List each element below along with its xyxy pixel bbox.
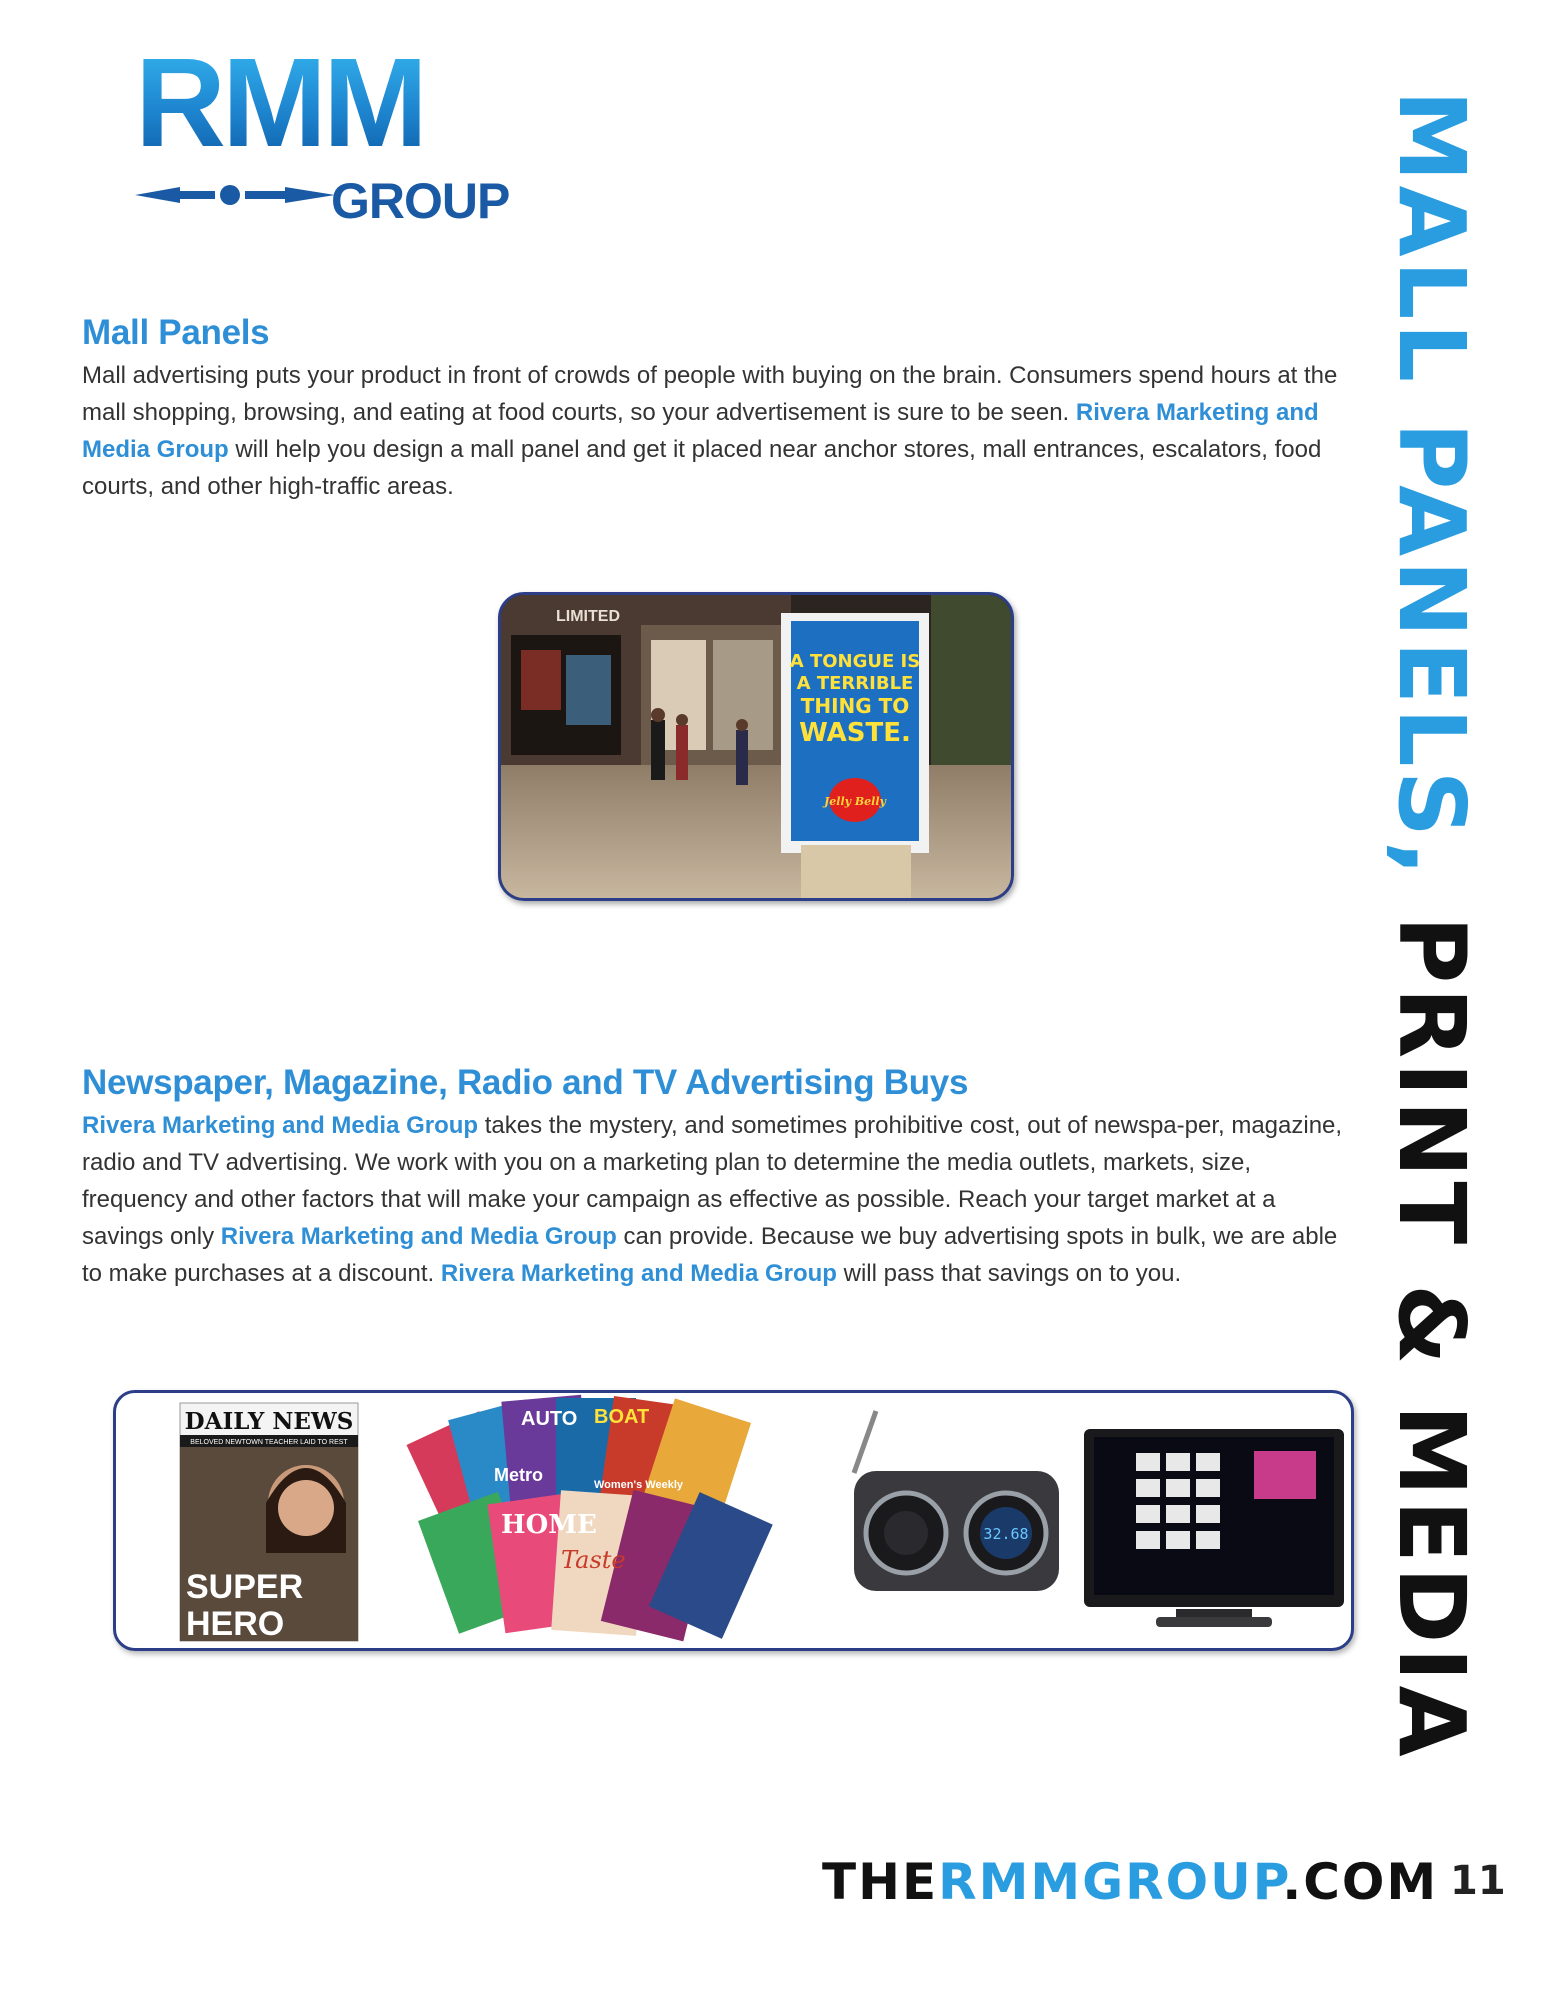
mall-panels-paragraph: [82, 357, 1362, 505]
brand-text: Jelly Belly: [824, 795, 886, 808]
company-name-highlight: Rivera Marketing and Media Group: [220, 1223, 617, 1250]
company-name-highlight: Rivera Marketing and Media Group: [82, 399, 1319, 463]
mall-panel-photo: [498, 592, 1014, 901]
radio-image: [854, 1411, 1059, 1591]
store-sign-text: LIMITED: [556, 608, 620, 625]
magazine-title-auto: AUTO: [521, 1408, 578, 1430]
logo-arrow-icon: [135, 180, 335, 210]
rmm-group-logo: [135, 32, 525, 230]
url-part-com: .COM: [1282, 1853, 1439, 1911]
company-name-highlight: Rivera Marketing and Media Group: [440, 1260, 837, 1287]
url-part-rmmgroup: RMMGROUP: [938, 1853, 1283, 1911]
magazine-title-womens-weekly: Women's Weekly: [594, 1479, 684, 1491]
newspaper-image: [180, 1403, 358, 1643]
panel-line-3: THING TO: [800, 694, 910, 718]
footer-website-url: [822, 1853, 1438, 1911]
newspaper-headline-1: SUPER: [186, 1568, 304, 1606]
ad-text-1: takes the mystery, and sometimes prohibitive cost, out of newspa-per, magazine, radio and TV advertising. We work with you on a marketing plan to determine the media outlets, markets, size, frequency and other factors that will make your campaign as effective as possible. Reach your target market at a savings only: [82, 1112, 1343, 1250]
mall-text-b: will help you design a mall panel and get it placed near anchor stores, mall entrances, escalators, food courts, and other high-traffic areas.: [82, 436, 1322, 500]
vertical-title-part1: MALL PANELS,: [1378, 90, 1485, 880]
newspaper-masthead: DAILY NEWS: [184, 1408, 354, 1435]
panel-line-1: A TONGUE IS: [789, 651, 921, 672]
magazine-title-taste: Taste: [561, 1546, 626, 1574]
advertising-buys-heading: Newspaper, Magazine, Radio and TV Advertising Buys: [82, 1063, 969, 1102]
company-name-highlight: Rivera Marketing and Media Group: [82, 1112, 479, 1139]
newspaper-headline-2: HERO: [186, 1605, 285, 1643]
magazine-title-metro: Metro: [494, 1465, 543, 1485]
media-collage-image: [113, 1390, 1354, 1651]
ad-text-3: will pass that savings on to you.: [836, 1260, 1182, 1287]
panel-line-2: A TERRIBLE: [796, 673, 914, 694]
panel-line-4: WASTE.: [799, 718, 911, 748]
ad-text-2: can provide. Because we buy advertising spots in bulk, we are able to make purchases at a discount.: [82, 1223, 1338, 1287]
vertical-page-title: [1375, 90, 1515, 1761]
radio-display-text: 32.68: [983, 1525, 1029, 1543]
tv-image: [1084, 1429, 1344, 1627]
vertical-title-part2: PRINT & MEDIA: [1378, 879, 1485, 1761]
magazine-title-home: HOME: [501, 1510, 597, 1540]
advertising-buys-paragraph: [82, 1107, 1362, 1292]
mall-panels-heading: Mall Panels: [82, 313, 270, 352]
newspaper-strap: BELOVED NEWTOWN TEACHER LAID TO REST: [190, 1439, 348, 1446]
logo-rmm-text: RMM: [135, 32, 424, 173]
mall-text-a: Mall advertising puts your product in front of crowds of people with buying on the brain. Consumers spend hours at the mall shopping, browsing, and eating at food courts, so your advertisement is sure to be seen.: [82, 362, 1338, 426]
logo-group-text: GROUP: [331, 173, 510, 229]
magazine-collage-image: [407, 1395, 773, 1642]
magazine-title-boat: BOAT: [594, 1406, 650, 1428]
url-part-the: THE: [822, 1853, 939, 1911]
page-number: 11: [1450, 1858, 1506, 1904]
